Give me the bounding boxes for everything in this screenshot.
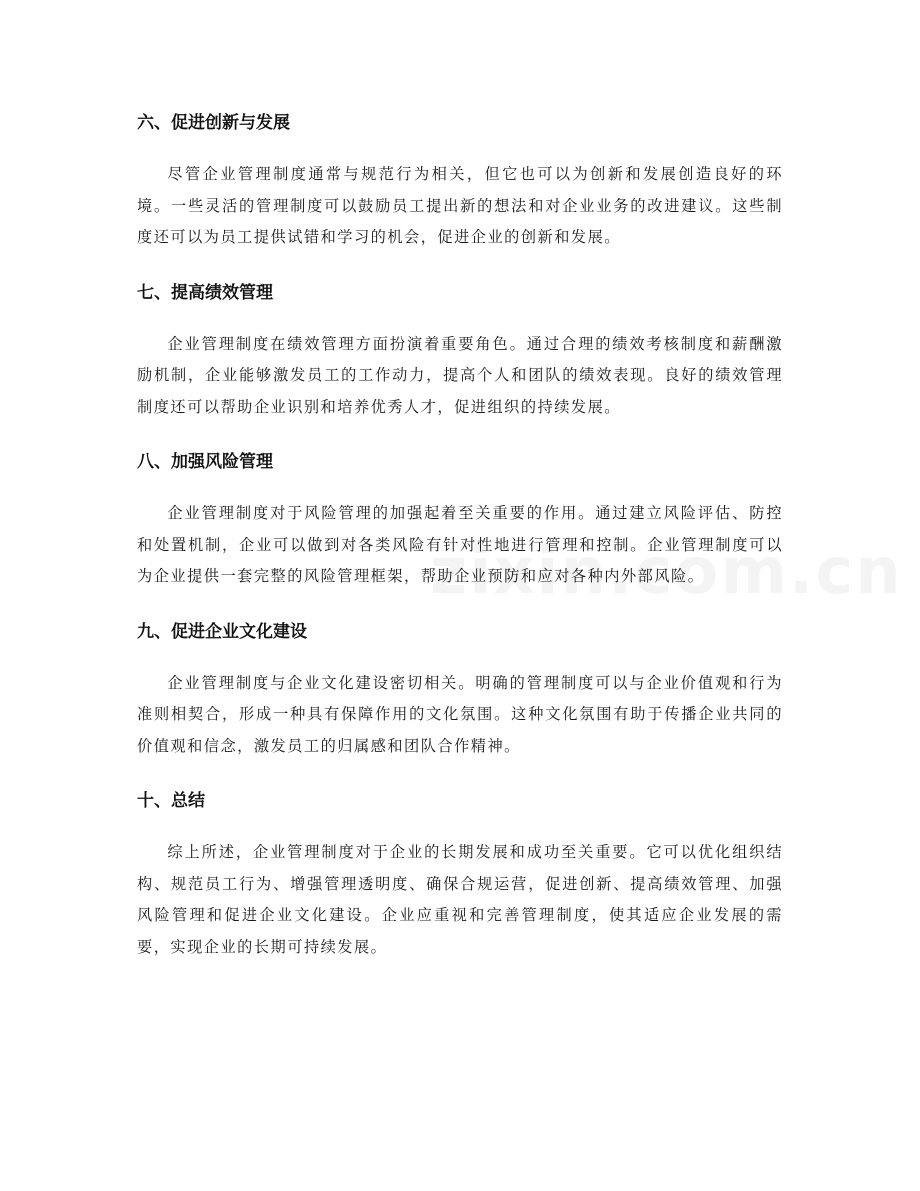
section-culture [137, 617, 783, 763]
section-performance [137, 278, 783, 424]
section-innovation [137, 108, 783, 254]
section-paragraph: 企业管理制度与企业文化建设密切相关。明确的管理制度可以与企业价值观和行为准则相契合，形成一种具有保障作用的文化氛围。这种文化氛围有助于传播企业共同的价值观和信念，激发员工的归属感和团队合作精神。 [137, 673, 783, 755]
section-heading: 十、总结 [137, 791, 205, 811]
section-summary [137, 786, 783, 963]
section-heading: 六、促进创新与发展 [137, 113, 290, 133]
section-heading: 八、加强风险管理 [137, 452, 273, 472]
document-content [137, 108, 783, 987]
section-paragraph: 企业管理制度在绩效管理方面扮演着重要角色。通过合理的绩效考核制度和薪酬激励机制，企业能够激发员工的工作动力，提高个人和团队的绩效表现。良好的绩效管理制度还可以帮助企业识别和培养优秀人才，促进组织的持续发展。 [137, 334, 783, 416]
section-paragraph: 尽管企业管理制度通常与规范行为相关，但它也可以为创新和发展创造良好的环境。一些灵活的管理制度可以鼓励员工提出新的想法和对企业业务的改进建议。这些制度还可以为员工提供试错和学习的机会，促进企业的创新和发展。 [137, 165, 783, 246]
section-heading: 七、提高绩效管理 [137, 282, 273, 303]
section-heading: 九、促进企业文化建设 [137, 621, 307, 642]
section-risk [137, 447, 783, 593]
section-paragraph: 企业管理制度对于风险管理的加强起着至关重要的作用。通过建立风险评估、防控和处置机制，企业可以做到对各类风险有针对性地进行管理和控制。企业管理制度可以为企业提供一套完整的风险管理框架，帮助企业预防和应对各种内外部风险。 [137, 504, 783, 585]
section-paragraph: 综上所述，企业管理制度对于企业的长期发展和成功至关重要。它可以优化组织结构、规范员工行为、增强管理透明度、确保合规运营，促进创新、提高绩效管理、加强风险管理和促进企业文化建设。企业应重视和完善管理制度，使其适应企业发展的需要，实现企业的长期可持续发展。 [137, 843, 783, 956]
